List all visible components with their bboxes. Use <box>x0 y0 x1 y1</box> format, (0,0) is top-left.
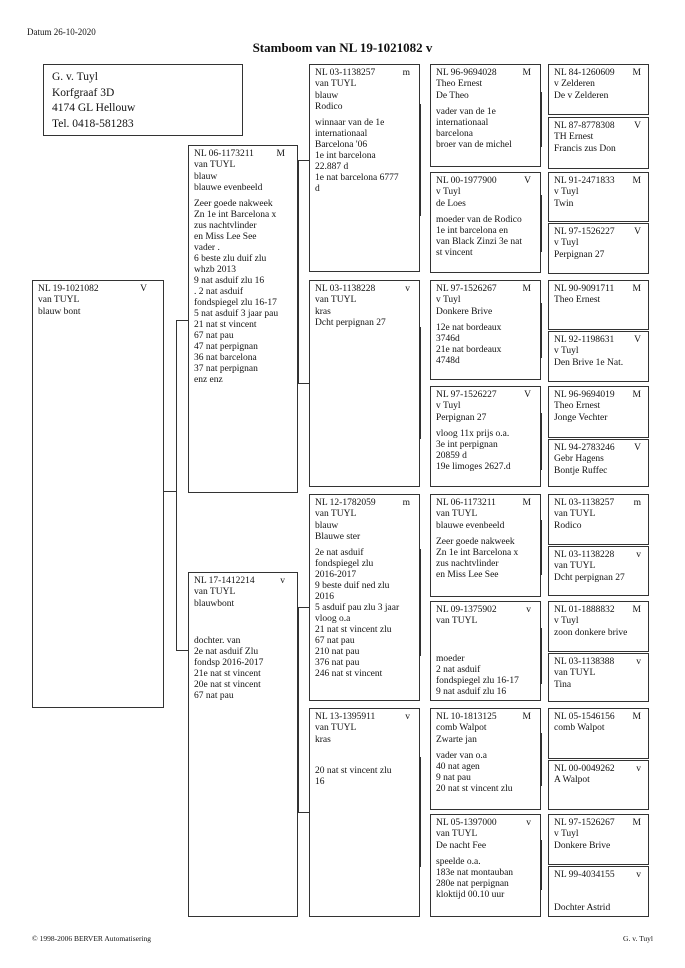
ring-row <box>554 227 644 238</box>
ring-row <box>436 284 536 295</box>
ring-number: NL 97-1526267 <box>554 818 615 828</box>
grandparent-card <box>309 280 420 487</box>
ring-number: NL 13-1395911 <box>315 712 376 722</box>
footer-copyright: © 1998-2006 BERVER Automatisering <box>32 934 152 943</box>
owner-line: van TUYL <box>554 509 596 520</box>
owner-line: van TUYL <box>194 160 236 171</box>
ring-number: NL 05-1397000 <box>436 818 497 828</box>
pigeon-name: Rodico <box>554 520 582 531</box>
footer-owner: G. v. Tuyl <box>623 934 653 943</box>
performance-notes: speelde o.a. 183e nat montauban 280e nat perpignan kloktijd 00.10 uur <box>436 856 514 900</box>
color-line <box>554 892 644 903</box>
performance-notes: 12e nat bordeaux 3746d 21e nat bordeaux 4748d <box>436 322 502 366</box>
ring-row <box>554 870 644 881</box>
ring-number: NL 01-1888832 <box>554 605 615 615</box>
subject-pigeon-card <box>32 280 164 708</box>
ring-number: NL 97-1526227 <box>436 390 497 400</box>
owner-line: v Tuyl <box>554 829 579 840</box>
ring-number: NL 97-1526227 <box>554 227 615 237</box>
pigeon-name: Rodico <box>315 101 343 112</box>
sex-marker: M <box>632 176 641 186</box>
sex-marker: v <box>636 870 641 880</box>
owner-line: comb Walpot <box>554 723 605 734</box>
pigeon-name: Twin <box>554 198 574 209</box>
parent-father-card <box>188 145 298 493</box>
owner-line: van TUYL <box>436 616 478 627</box>
connector-line <box>176 650 188 651</box>
ancestor-card <box>548 331 649 382</box>
ring-row <box>554 657 644 668</box>
ring-row <box>554 712 644 723</box>
ring-row <box>554 443 644 454</box>
owner-line: van TUYL <box>436 509 478 520</box>
owner-line: v Tuyl <box>554 238 579 249</box>
sex-marker: M <box>632 390 641 400</box>
ring-row <box>315 68 415 79</box>
ancestor-card <box>548 117 649 169</box>
sex-marker: V <box>634 443 641 453</box>
owner-line: van TUYL <box>194 587 236 598</box>
ring-row <box>554 764 644 775</box>
ring-row <box>436 498 536 509</box>
connector-line <box>541 195 542 252</box>
pigeon-name: Dcht perpignan 27 <box>315 317 386 328</box>
connector-line <box>541 303 542 358</box>
connector-line <box>176 320 177 650</box>
connector-line <box>298 812 309 813</box>
performance-notes: vloog 11x prijs o.a. 3e int perpignan 20859 d 19e limoges 2627.d <box>436 428 511 472</box>
pigeon-name: Blauwe ster <box>315 531 361 542</box>
sex-marker: M <box>276 149 285 159</box>
great-grandparent-card <box>430 601 541 701</box>
performance-notes: vader van de 1e internationaal barcelona broer van de michel <box>436 106 512 150</box>
owner-line: v Tuyl <box>436 401 461 412</box>
owner-line: v Tuyl <box>436 187 461 198</box>
ring-row <box>554 176 644 187</box>
ancestor-card <box>548 494 649 545</box>
great-grandparent-card <box>430 64 541 167</box>
great-grandparent-card <box>430 814 541 917</box>
ring-row <box>315 284 415 295</box>
owner-line: Theo Ernest <box>554 401 601 412</box>
ring-number: NL 00-1977900 <box>436 176 497 186</box>
owner-phone: Tel. 0418-581283 <box>52 117 134 130</box>
connector-line <box>298 160 299 383</box>
sex-marker: v <box>280 576 285 586</box>
sex-marker: V <box>634 227 641 237</box>
sex-marker: M <box>522 712 531 722</box>
pigeon-name: zoon donkere brive <box>554 627 628 638</box>
sex-marker: v <box>636 764 641 774</box>
ring-number: NL 19-1021082 <box>38 284 99 294</box>
owner-line: v Tuyl <box>554 346 579 357</box>
owner-line: Gebr Hagens <box>554 454 604 465</box>
owner-line: van TUYL <box>554 561 596 572</box>
owner-line: comb Walpot <box>436 723 487 734</box>
ring-number: NL 03-1138257 <box>554 498 615 508</box>
sex-marker: V <box>524 390 531 400</box>
grandparent-card <box>309 708 420 917</box>
ancestor-card <box>548 280 649 330</box>
owner-line: Theo Ernest <box>554 295 601 306</box>
connector-line <box>420 757 421 867</box>
pigeon-name: Dcht perpignan 27 <box>554 572 625 583</box>
owner-line: Theo Ernest <box>436 79 483 90</box>
connector-line <box>420 327 421 439</box>
owner-line <box>554 881 644 892</box>
ring-row <box>554 68 644 79</box>
sex-marker: M <box>522 498 531 508</box>
pigeon-name: Bontje Ruffec <box>554 465 608 476</box>
sex-marker: M <box>522 68 531 78</box>
sex-marker: v <box>526 605 531 615</box>
ring-row <box>554 818 644 829</box>
sex-marker: M <box>632 605 641 615</box>
great-grandparent-card <box>430 280 541 380</box>
owner-address-box <box>43 64 243 136</box>
owner-line: van TUYL <box>315 723 357 734</box>
owner-line: v Tuyl <box>554 187 579 198</box>
ring-number: NL 96-9694019 <box>554 390 615 400</box>
ring-row <box>194 576 293 587</box>
performance-notes: moeder van de Rodico 1e int barcelona en van Black Zinzi 3e nat st vincent <box>436 214 522 258</box>
sex-marker: V <box>140 284 147 294</box>
color-line: kras <box>315 306 331 317</box>
ring-number: NL 03-1138257 <box>315 68 376 78</box>
sex-marker: M <box>632 818 641 828</box>
great-grandparent-card <box>430 172 541 273</box>
connector-line <box>298 160 309 161</box>
parent-mother-card <box>188 572 298 917</box>
connector-line <box>298 607 299 812</box>
ring-row <box>554 284 644 295</box>
ancestor-card <box>548 760 649 810</box>
sex-marker: V <box>634 335 641 345</box>
sex-marker: V <box>634 121 641 131</box>
page-title: Stamboom van NL 19-1021082 v <box>252 40 433 55</box>
connector-line <box>541 520 542 575</box>
sex-marker: m <box>402 498 410 508</box>
pigeon-name: blauwe evenbeeld <box>194 182 263 193</box>
ring-row <box>38 284 159 295</box>
ring-row <box>554 498 644 509</box>
ancestor-card <box>548 439 649 487</box>
document-date: Datum 26-10-2020 <box>27 27 96 37</box>
ring-number: NL 06-1173211 <box>436 498 496 508</box>
pigeon-name: Tina <box>554 679 572 690</box>
connector-line <box>541 733 542 786</box>
ring-number: NL 03-1138228 <box>315 284 376 294</box>
ancestor-card <box>548 64 649 115</box>
ring-row <box>554 335 644 346</box>
ring-row <box>436 68 536 79</box>
connector-line <box>541 628 542 684</box>
ring-number: NL 03-1138228 <box>554 550 615 560</box>
performance-notes: 20 nat st vincent zlu 16 <box>315 765 392 787</box>
ring-row <box>554 390 644 401</box>
sex-marker: m <box>633 498 641 508</box>
owner-line: A Walpot <box>554 775 590 786</box>
connector-line <box>176 320 188 321</box>
ring-number: NL 92-1198631 <box>554 335 615 345</box>
ring-row <box>436 176 536 187</box>
ring-number: NL 94-2783246 <box>554 443 615 453</box>
sex-marker: M <box>632 284 641 294</box>
sex-marker: v <box>636 550 641 560</box>
color-line: blauw <box>315 520 339 531</box>
ring-row <box>436 712 536 723</box>
ring-row <box>194 149 293 160</box>
owner-city: 4174 GL Hellouw <box>52 102 136 114</box>
pigeon-name: Zwarte jan <box>436 734 477 745</box>
ring-number: NL 03-1138388 <box>554 657 615 667</box>
owner-line: van TUYL <box>315 79 357 90</box>
owner-line: van TUYL <box>315 295 357 306</box>
grandparent-card <box>309 494 420 701</box>
performance-notes: vader van o.a 40 nat agen 9 nat pau 20 nat st vincent zlu <box>436 750 513 794</box>
ring-number: NL 10-1813125 <box>436 712 497 722</box>
pigeon-name: Donkere Brive <box>554 840 611 851</box>
color-line: blauw <box>194 171 218 182</box>
pigeon-name: Donkere Brive <box>436 306 493 317</box>
great-grandparent-card <box>430 494 541 597</box>
sex-marker: m <box>402 68 410 78</box>
grandparent-card <box>309 64 420 272</box>
color-line: blauw <box>315 90 339 101</box>
connector-line <box>298 607 309 608</box>
connector-line <box>541 840 542 890</box>
sex-marker: v <box>405 284 410 294</box>
ancestor-card <box>548 653 649 702</box>
ring-number: NL 17-1412214 <box>194 576 255 586</box>
ring-number: NL 12-1782059 <box>315 498 376 508</box>
ring-row <box>436 818 536 829</box>
sex-marker: V <box>524 176 531 186</box>
owner-line: van TUYL <box>38 295 80 306</box>
owner-street: Korfgraaf 3D <box>52 86 115 99</box>
color-line: kras <box>315 734 331 745</box>
connector-line <box>541 92 542 147</box>
ring-number: NL 90-9091711 <box>554 284 615 294</box>
ring-number: NL 06-1173211 <box>194 149 254 159</box>
ancestor-card <box>548 866 649 917</box>
performance-notes: Zeer goede nakweek Zn 1e int Barcelona x zus nachtvlinder en Miss Lee See <box>436 536 519 580</box>
owner-name: G. v. Tuyl <box>52 71 98 83</box>
ring-number: NL 09-1375902 <box>436 605 497 615</box>
ring-number: NL 99-4034155 <box>554 870 615 880</box>
ring-number: NL 91-2471833 <box>554 176 615 186</box>
color-line: blauwbont <box>194 598 235 609</box>
pigeon-name: Francis zus Don <box>554 143 616 154</box>
pigeon-name: blauwe evenbeeld <box>436 520 505 531</box>
ring-number: NL 87-8778308 <box>554 121 615 131</box>
performance-notes: dochter. van 2e nat asduif Zlu fondsp 2016-2017 21e nat st vincent 20e nat st vincent 67 nat pau <box>194 635 264 701</box>
sex-marker: M <box>632 712 641 722</box>
ring-row <box>315 712 415 723</box>
connector-line <box>420 549 421 656</box>
great-grandparent-card <box>430 386 541 487</box>
ring-row <box>436 390 536 401</box>
owner-line: TH Ernest <box>554 132 594 143</box>
performance-notes: moeder 2 nat asduif fondspiegel zlu 16-17 9 nat asduif zlu 16 <box>436 653 519 697</box>
ancestor-card <box>548 708 649 759</box>
ring-row <box>436 605 536 616</box>
owner-line: van TUYL <box>436 829 478 840</box>
ring-number: NL 00-0049262 <box>554 764 615 774</box>
pigeon-name: De v Zelderen <box>554 90 609 101</box>
color-line: blauw bont <box>38 306 81 317</box>
performance-notes: Zeer goede nakweek Zn 1e int Barcelona x zus nachtvlinder en Miss Lee See vader . 6 beste zlu duif zlu whzb 2013 9 nat asduif zlu 16 . 2 nat asduif fondspiegel zlu 16-17 5 nat asduif 3 jaar pau 21 nat st vincent 67 nat pau 47 nat perpignan 36 nat barcelona 37 nat perpignan enz enz <box>194 199 279 386</box>
ancestor-card <box>548 172 649 222</box>
pigeon-name: De nacht Fee <box>436 840 487 851</box>
owner-line: v Zelderen <box>554 79 595 90</box>
ring-number: NL 84-1260609 <box>554 68 615 78</box>
sex-marker: M <box>632 68 641 78</box>
ring-row <box>554 605 644 616</box>
owner-line: v Tuyl <box>436 295 461 306</box>
ring-row <box>554 550 644 561</box>
ring-number: NL 96-9694028 <box>436 68 497 78</box>
pigeon-name: Perpignan 27 <box>554 249 605 260</box>
ring-row <box>315 498 415 509</box>
performance-notes: winnaar van de 1e internationaal Barcelona '06 1e int barcelona 22.887 d 1e nat barcelona 6777 d <box>315 118 399 195</box>
pigeon-name: Den Brive 1e Nat. <box>554 357 624 368</box>
owner-line: v Tuyl <box>554 616 579 627</box>
ancestor-card <box>548 546 649 596</box>
sex-marker: v <box>405 712 410 722</box>
pigeon-name: De Theo <box>436 90 469 101</box>
sex-marker: v <box>636 657 641 667</box>
ancestor-card <box>548 601 649 652</box>
performance-notes: 2e nat asduif fondspiegel zlu 2016-2017 9 beste duif ned zlu 2016 5 asduif pau zlu 3 jaar vloog o.a 21 nat st vincent zlu 67 nat pau 210 nat pau 376 nat pau 246 nat st vincent <box>315 548 400 680</box>
connector-line <box>298 383 309 384</box>
ring-number: NL 97-1526267 <box>436 284 497 294</box>
connector-line <box>541 413 542 470</box>
ancestor-card <box>548 386 649 438</box>
pigeon-name: de Loes <box>436 198 466 209</box>
ancestor-card <box>548 223 649 274</box>
ring-number: NL 05-1546156 <box>554 712 615 722</box>
great-grandparent-card <box>430 708 541 810</box>
pigeon-name: Dochter Astrid <box>554 903 611 914</box>
ring-row <box>554 121 644 132</box>
pigeon-name: Jonge Vechter <box>554 412 608 423</box>
ancestor-card <box>548 814 649 865</box>
connector-line <box>420 104 421 216</box>
owner-line: van TUYL <box>315 509 357 520</box>
sex-marker: M <box>522 284 531 294</box>
sex-marker: v <box>526 818 531 828</box>
pigeon-name: Perpignan 27 <box>436 412 487 423</box>
owner-line: van TUYL <box>554 668 596 679</box>
connector-line <box>164 491 176 492</box>
